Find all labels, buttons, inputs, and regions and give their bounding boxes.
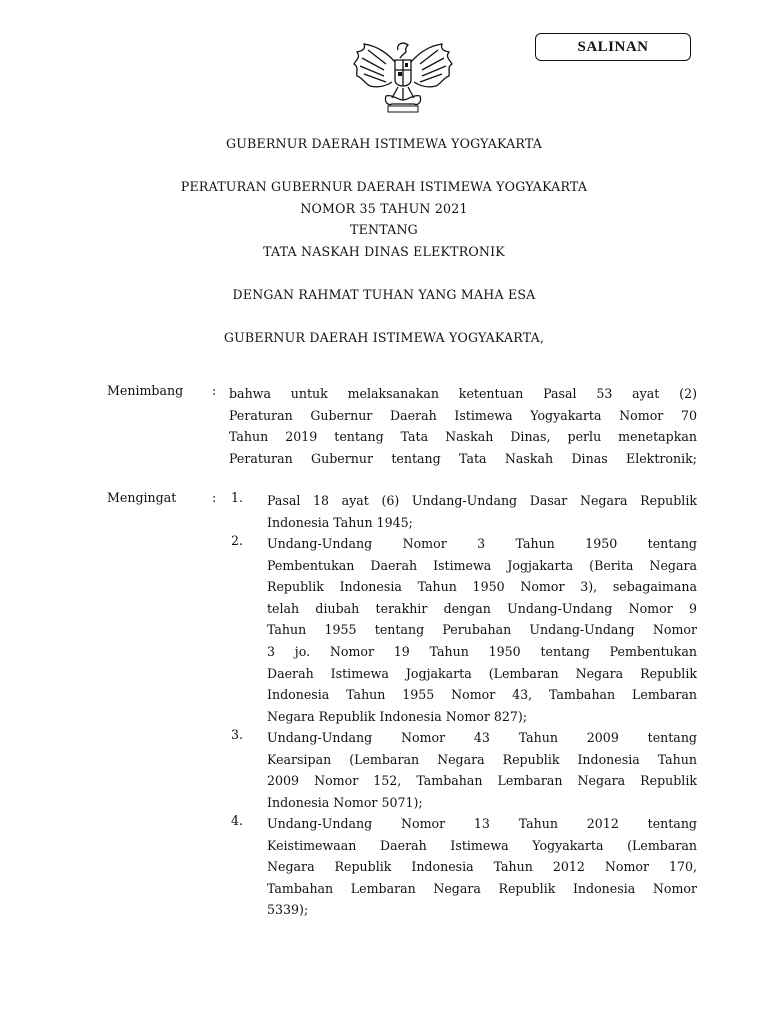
list-item-line: Undang-Undang Nomor 3 Tahun 1950 tentang bbox=[267, 536, 697, 551]
list-item bbox=[267, 533, 697, 727]
official-title: GUBERNUR DAERAH ISTIMEWA YOGYAKARTA bbox=[225, 136, 543, 151]
list-item-number: 2. bbox=[231, 533, 244, 548]
list-item-line: Republik Indonesia Tahun 1950 Nomor 3), sebagaimana bbox=[267, 579, 697, 595]
considering-line: bahwa untuk melaksanakan ketentuan Pasal 53 ayat (2) bbox=[229, 386, 697, 401]
regulation-subject: TATA NASKAH DINAS ELEKTRONIK bbox=[263, 244, 505, 259]
list-item-line: Tahun 1955 tentang Perubahan Undang-Undang Nomor bbox=[267, 622, 697, 638]
considering-line: Peraturan Gubernur Daerah Istimewa Yogyakarta Nomor 70 bbox=[229, 407, 697, 423]
list-item-number: 3. bbox=[231, 727, 244, 742]
list-item-line: Indonesia Nomor 5071); bbox=[267, 794, 423, 810]
list-item-line: 5339); bbox=[267, 902, 309, 918]
issuer-line: GUBERNUR DAERAH ISTIMEWA YOGYAKARTA, bbox=[223, 330, 545, 345]
considering-line: Tahun 2019 tentang Tata Naskah Dinas, perlu menetapkan bbox=[229, 429, 697, 445]
list-item-line: Daerah Istimewa Jogjakarta (Lembaran Negara Republik bbox=[267, 665, 697, 681]
regulation-title: PERATURAN GUBERNUR DAERAH ISTIMEWA YOGYAKARTA bbox=[180, 179, 588, 194]
list-item-line: Kearsipan (Lembaran Negara Republik Indonesia Tahun bbox=[267, 751, 697, 767]
considering-line: Peraturan Gubernur tentang Tata Naskah Dinas Elektronik; bbox=[229, 450, 697, 466]
list-item-line: Tambahan Lembaran Negara Republik Indonesia Nomor bbox=[267, 880, 697, 896]
about-label: TENTANG bbox=[350, 222, 418, 237]
list-item-line: Keistimewaan Daerah Istimewa Yogyakarta (Lembaran bbox=[267, 837, 697, 853]
list-item-line: Pembentukan Daerah Istimewa Jogjakarta (Berita Negara bbox=[267, 557, 697, 573]
blessing-line: DENGAN RAHMAT TUHAN YANG MAHA ESA bbox=[232, 287, 536, 302]
recalling-colon: : bbox=[212, 490, 217, 505]
list-item-line: telah diubah terakhir dengan Undang-Undang Nomor 9 bbox=[267, 600, 697, 616]
list-item bbox=[267, 813, 697, 921]
recalling-label: Mengingat bbox=[107, 490, 177, 505]
garuda-emblem bbox=[348, 36, 458, 118]
list-item-line: Undang-Undang Nomor 13 Tahun 2012 tentang bbox=[267, 816, 697, 831]
considering-text bbox=[229, 383, 697, 469]
considering-colon: : bbox=[212, 383, 217, 398]
list-item-line: Indonesia Tahun 1955 Nomor 43, Tambahan Lembaran bbox=[267, 687, 697, 703]
list-item bbox=[267, 727, 697, 813]
list-item-line: 2009 Nomor 152, Tambahan Lembaran Negara Republik bbox=[267, 773, 697, 789]
list-item bbox=[267, 490, 697, 533]
list-item-line: Negara Republik Indonesia Tahun 2012 Nomor 170, bbox=[267, 859, 697, 875]
list-item-line: Negara Republik Indonesia Nomor 827); bbox=[267, 708, 528, 724]
list-item-line: 3 jo. Nomor 19 Tahun 1950 tentang Pembentukan bbox=[267, 643, 697, 659]
considering-label: Menimbang bbox=[107, 383, 184, 398]
list-item-number: 1. bbox=[231, 490, 244, 505]
list-item-line: Indonesia Tahun 1945; bbox=[267, 514, 413, 530]
salinan-stamp: SALINAN bbox=[535, 33, 691, 61]
list-item-line: Undang-Undang Nomor 43 Tahun 2009 tentang bbox=[267, 730, 697, 745]
list-item-line: Pasal 18 ayat (6) Undang-Undang Dasar Negara Republik bbox=[267, 493, 697, 508]
regulation-number: NOMOR 35 TAHUN 2021 bbox=[300, 201, 468, 216]
list-item-number: 4. bbox=[231, 813, 244, 828]
